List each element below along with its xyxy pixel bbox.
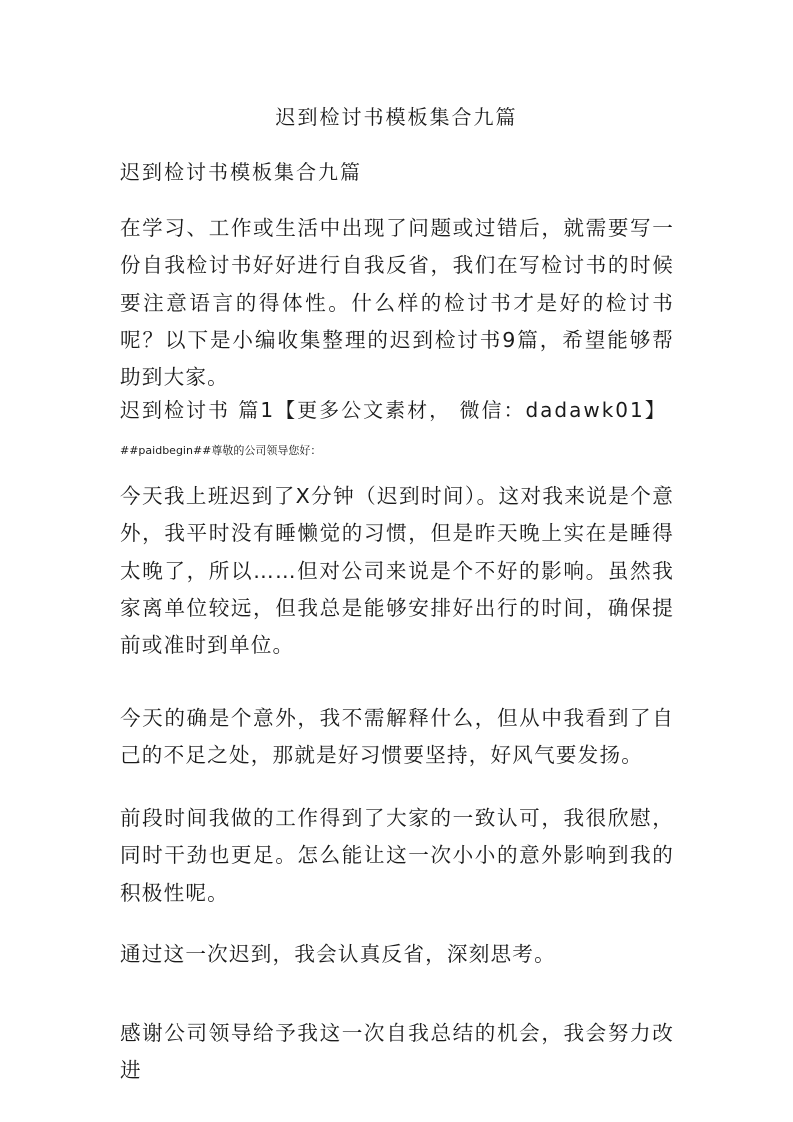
body-paragraph-4: 通过这一次迟到，我会认真反省，深刻思考。 bbox=[120, 942, 556, 966]
body-paragraph-2: 今天的确是个意外，我不需解释什么，但从中我看到了自己的不足之处，那就是好习惯要坚持，好风气要发扬。 bbox=[120, 706, 674, 768]
document-heading: 迟到检讨书模板集合九篇 bbox=[120, 160, 362, 184]
body-paragraph-1: 今天我上班迟到了X分钟（迟到时间）。这对我来说是个意外，我平时没有睡懒觉的习惯，但是昨天晚上实在是睡得太晚了，所以……但对公司来说是个不好的影响。虽然我家离单位较远，但我总是能够安排好出行的时间，确保提前或准时到单位。 bbox=[120, 484, 674, 658]
body-paragraph-3: 前段时间我做的工作得到了大家的一致认可，我很欣慰，同时干劲也更足。怎么能让这一次小小的意外影响到我的积极性呢。 bbox=[120, 806, 674, 905]
intro-paragraph: 在学习、工作或生活中出现了问题或过错后，就需要写一份自我检讨书好好进行自我反省，我们在写检讨书的时候要注意语言的得体性。什么样的检讨书才是好的检讨书呢？以下是小编收集整理的迟到检讨书9篇，希望能够帮助到大家。 bbox=[120, 216, 674, 390]
document-title: 迟到检讨书模板集合九篇 bbox=[275, 105, 518, 129]
section-heading: 迟到检讨书 篇1【更多公文素材， 微信：dadawk01】 bbox=[120, 398, 667, 422]
body-paragraph-5: 感谢公司领导给予我这一次自我总结的机会，我会努力改进 bbox=[120, 1021, 674, 1083]
salutation: ##paidbegin##尊敬的公司领导您好： bbox=[120, 444, 322, 457]
